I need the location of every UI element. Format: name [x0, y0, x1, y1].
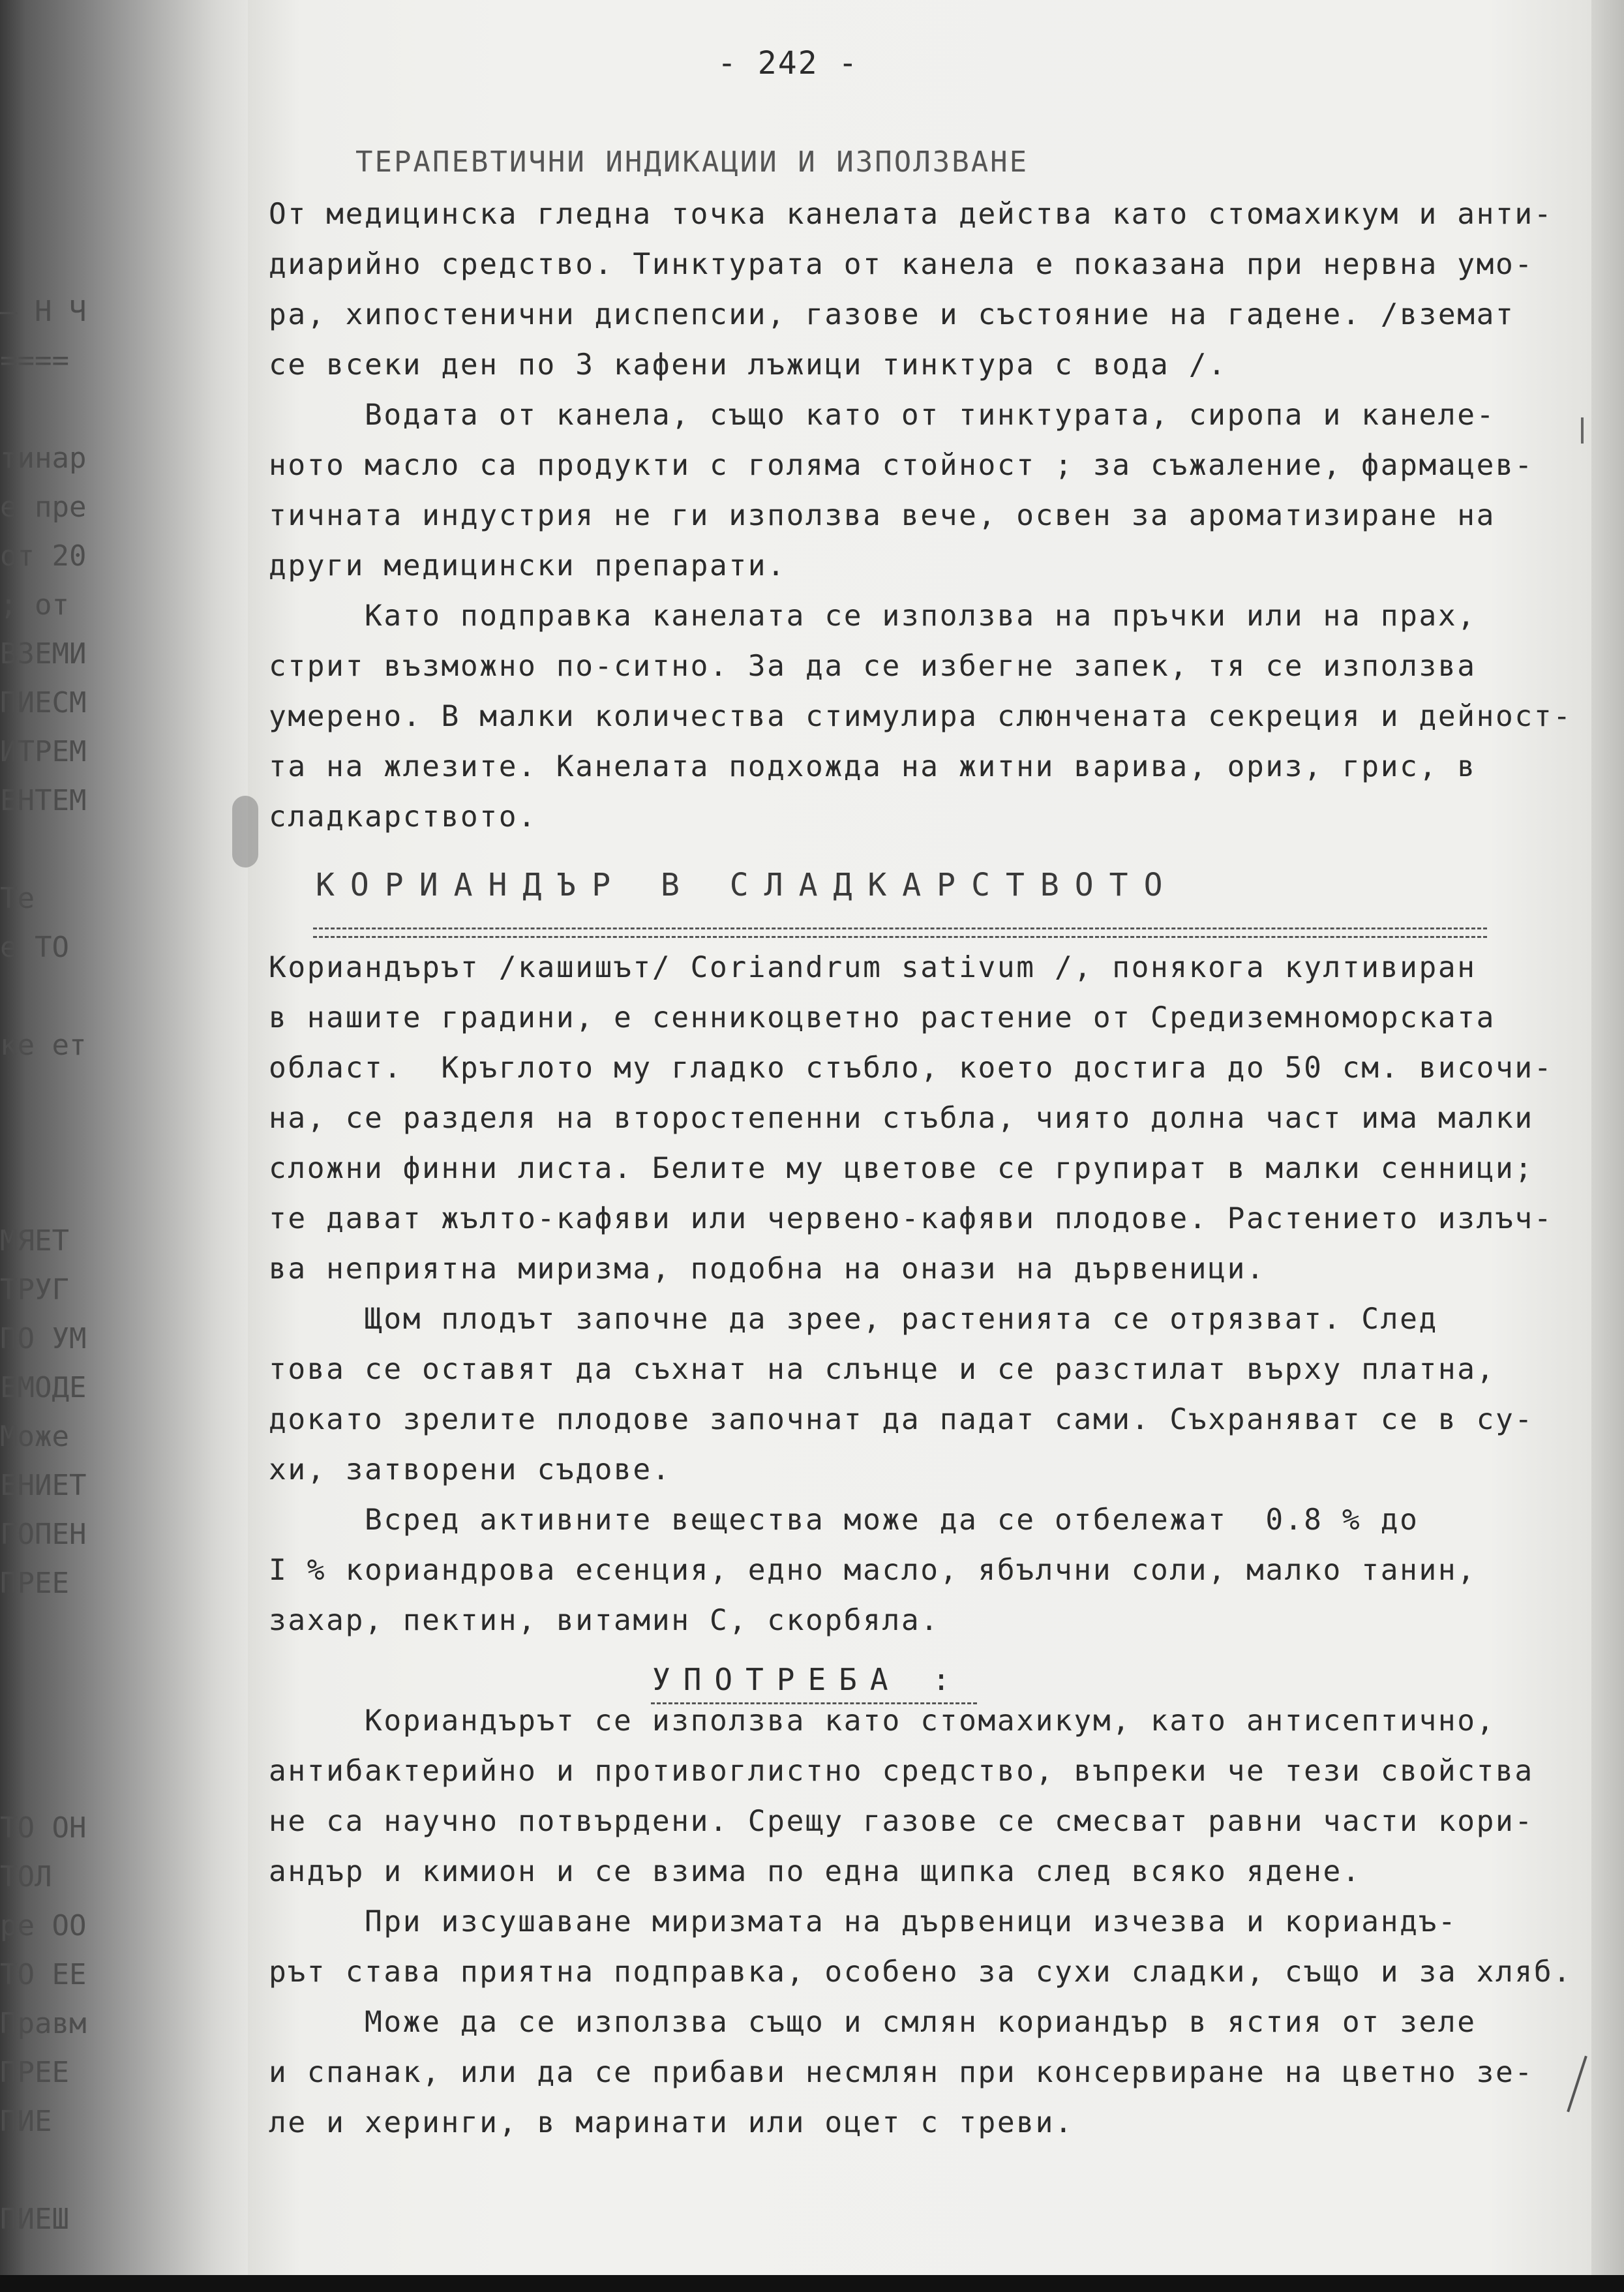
text-line: стрит възможно по-ситно. За да се избегне запек, тя се използва [269, 650, 1477, 683]
text-line: антибактерийно и противоглистно средство, въпреки че тези свойства [269, 1755, 1534, 1788]
page-edge [1591, 0, 1624, 2292]
left-page-line [0, 1706, 72, 1755]
left-page-line: ПИЕ [0, 2105, 52, 2138]
left-page-line [0, 1608, 72, 1657]
text-line: тичната индустрия не ги използва вече, освен за ароматизиране на [269, 499, 1496, 532]
text-line: хи, затворени съдове. [269, 1453, 672, 1486]
body-text [269, 189, 1572, 2148]
text-line: не са научно потвърдени. Срещу газове се смесват равни части кори- [269, 1805, 1534, 1838]
text-line: те дават жълто-кафяви или червено-кафяви плодове. Растението излъч- [269, 1202, 1554, 1235]
page-number: - 242 - [717, 45, 859, 82]
text-line: други медицински препарати. [269, 549, 787, 582]
left-page-line: – Н Ч [0, 295, 87, 328]
left-page-line: ; от [0, 588, 69, 622]
text-line: умерено. В малки количества стимулира слюнчената секреция и дейност- [269, 700, 1572, 733]
chapter-title: КОРИАНДЪР В СЛАДКАРСТВОТО [316, 867, 1179, 903]
subsection-underline [651, 1702, 977, 1704]
text-line: диарийно средство. Тинктурата от канела е показана при нервна умо- [269, 248, 1534, 281]
left-page-line [0, 1755, 72, 1803]
left-page-line: Може [0, 1420, 69, 1453]
left-page-line: ке ет [0, 1029, 87, 1062]
left-page-line: ТОЛ [0, 1860, 52, 1893]
left-page-line: ПРЕЕ [0, 2056, 69, 2089]
text-line: област. Кръглото му гладко стъбло, което достига до 50 см. височи- [269, 1051, 1554, 1085]
left-page-fragment [0, 287, 87, 2236]
text-line: се всеки ден по 3 кафени лъжици тинктура с вода /. [269, 348, 1227, 382]
text-line: докато зрелите плодове започнат да падат сами. Съхраняват се в су- [269, 1403, 1534, 1436]
paragraphs-coriander [269, 942, 1567, 1646]
left-page-line: ==== [0, 344, 69, 377]
left-page-line: ТО ОН [0, 1811, 87, 1845]
left-page-line [0, 1070, 72, 1119]
left-page-line: ПИЕШ [0, 2203, 69, 2236]
left-page-line [0, 385, 72, 434]
paragraphs-usage [269, 1696, 1572, 2148]
text-line: в нашите градини, е сенникоцветно растение от Средиземноморската [269, 1001, 1496, 1034]
text-line: При изсушаване миризмата на дървеници изчезва и кориандъ- [269, 1905, 1458, 1938]
left-page-line [0, 1119, 72, 1168]
subsection-title: УПОТРЕБА : [652, 1662, 963, 1697]
text-line: това се оставят да съхнат на слънце и се разстилат върху платна, [269, 1353, 1496, 1386]
left-page-line [0, 2146, 72, 2195]
binding-hole [232, 796, 258, 867]
text-line: захар, пектин, витамин С, скорбяла. [269, 1604, 940, 1637]
text-line: та на жлезите. Канелата подхожда на житни варива, ориз, грис, в [269, 750, 1477, 783]
left-page-line: тинар [0, 442, 87, 475]
text-line: андър и кимион и се взима по една щипка след всяко ядене. [269, 1855, 1362, 1888]
text-line: ле и херинги, в маринати или оцет с треви. [269, 2106, 1074, 2139]
text-line: Водата от канела, също като от тинктурата, сиропа и канеле- [269, 399, 1496, 432]
scan-bottom-edge [0, 2275, 1624, 2292]
left-page-line: ЕНТЕМ [0, 784, 87, 817]
title-underline [313, 927, 1487, 938]
left-page-line: ТРУГ [0, 1273, 69, 1306]
left-page-line [0, 1168, 72, 1216]
text-line: ва неприятна миризма, подобна на онази на дървеници. [269, 1252, 1266, 1286]
section-heading: ТЕРАПЕВТИЧНИ ИНДИКАЦИИ И ИЗПОЛЗВАНЕ [355, 145, 1029, 179]
left-page-line: Правм [0, 2007, 87, 2040]
left-page-line: ЕНИЕТ [0, 1469, 87, 1502]
text-line: От медицинска гледна точка канелата действа като стомахикум и анти- [269, 198, 1554, 231]
text-line: на, се разделя на второстепенни стъбла, чиято долна част има малки [269, 1102, 1534, 1135]
left-page-line: ПРЕЕ [0, 1567, 69, 1600]
left-page-line: МЯЕТ [0, 1224, 69, 1258]
margin-mark [1581, 417, 1584, 444]
left-page-line: ПО УМ [0, 1322, 87, 1355]
left-page-line [0, 1657, 72, 1706]
text-line: Кориандърът /кашишът/ Coriandrum sativum /, понякога култивиран [269, 951, 1477, 984]
text-line: сладкарството. [269, 800, 537, 834]
text-line: и спанак, или да се прибави несмлян при консервиране на цветно зе- [269, 2056, 1534, 2089]
left-page-line [0, 825, 72, 874]
text-line: I % кориандрова есенция, едно масло, ябълчни соли, малко танин, [269, 1554, 1477, 1587]
left-page-line: Те [0, 882, 35, 915]
text-line: Щом плодът започне да зрее, растенията се отрязват. След [269, 1303, 1438, 1336]
left-page-line [0, 972, 72, 1021]
paragraphs-cinnamon [269, 189, 1572, 842]
text-line: ра, хипостенични диспепсии, газове и състояние на гадене. /вземат [269, 298, 1515, 331]
text-line: Може да се използва също и смлян кориандър в ястия от зеле [269, 2006, 1477, 2039]
text-line: сложни финни листа. Белите му цветове се групират в малки сенници; [269, 1152, 1534, 1185]
left-page-line: от 20 [0, 539, 87, 573]
left-page-line: ЕМОДЕ [0, 1371, 87, 1404]
text-line: Всред активните вещества може да се отбележат 0.8 % до [269, 1503, 1419, 1537]
left-page-line: ГОПЕН [0, 1518, 87, 1551]
left-page-line: ре ОО [0, 1909, 87, 1942]
text-line: ното масло са продукти с голяма стойност ; за съжаление, фармацев- [269, 449, 1534, 482]
left-page-line: е пре [0, 490, 87, 524]
left-page-line: ИТРЕМ [0, 735, 87, 768]
left-page-line: ПИЕСМ [0, 686, 87, 719]
text-line: Кориандърът се използва като стомахикум, като антисептично, [269, 1704, 1496, 1738]
text-line: рът става приятна подправка, особено за сухи сладки, също и за хляб. [269, 1955, 1572, 1989]
left-page-line: ВЗЕМИ [0, 637, 87, 671]
text-line: Като подправка канелата се използва на пръчки или на прах, [269, 599, 1477, 633]
left-page-line: ТО ЕЕ [0, 1958, 87, 1991]
left-page-line: е ТО [0, 931, 69, 964]
